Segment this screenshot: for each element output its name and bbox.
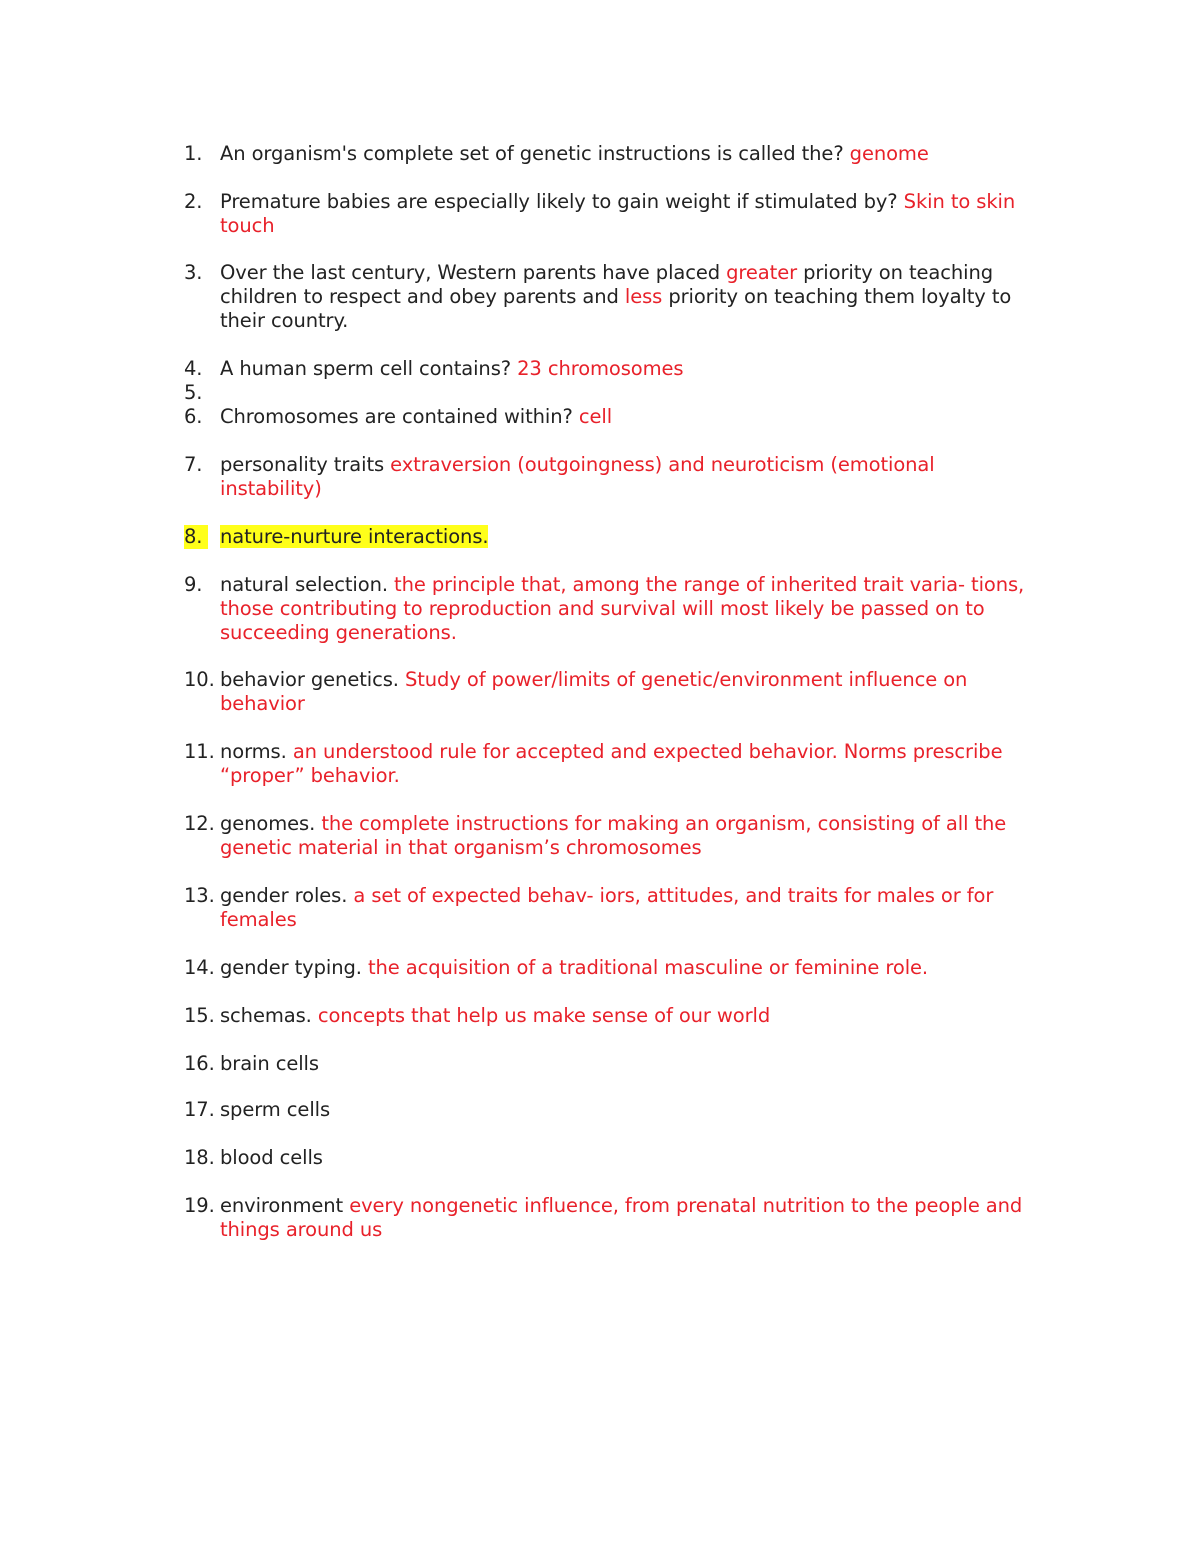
question-text: gender roles. <box>220 884 354 907</box>
question-text: genomes. <box>220 812 322 835</box>
answer-text: concepts that help us make sense of our world <box>317 1004 771 1027</box>
item-number: 8. <box>184 525 208 549</box>
answer-text: the acquisition of a traditional masculine or feminine role. <box>367 956 929 979</box>
question-text: brain cells <box>220 1052 319 1075</box>
question-text: priority on teaching them loyalty to their country. <box>220 285 1012 332</box>
item-number: 17. <box>184 1098 215 1121</box>
item-text <box>220 261 1050 333</box>
question-text: blood cells <box>220 1146 323 1169</box>
question-text: norms. <box>220 740 293 763</box>
item-number: 1. <box>184 142 203 165</box>
answer-text: less <box>624 285 663 308</box>
question-text: A human sperm cell contains? <box>220 357 518 380</box>
item-text <box>220 812 1030 860</box>
item-number: 2. <box>184 190 203 213</box>
answer-text: greater <box>726 261 798 284</box>
item-text <box>220 573 1050 645</box>
item-number: 11. <box>184 740 215 763</box>
item-text <box>220 405 1065 429</box>
item-text <box>220 1146 1065 1170</box>
answer-text: the complete instructions for making an organism, consisting of all the genetic material in that organism’s chromosomes <box>220 812 1007 859</box>
item-number: 4. <box>184 357 203 380</box>
question-text: behavior genetics. <box>220 668 405 691</box>
item-number: 18. <box>184 1146 215 1169</box>
answer-text: an understood rule for accepted and expected behavior. Norms prescribe “proper” behavior. <box>220 740 1003 787</box>
item-number: 7. <box>184 453 203 476</box>
question-text: nature-nurture interactions. <box>220 525 489 548</box>
item-text <box>220 357 1065 381</box>
item-text <box>220 884 1055 932</box>
question-text: sperm cells <box>220 1098 331 1121</box>
item-text <box>220 1052 1065 1076</box>
item-text <box>220 740 1065 788</box>
item-number: 5. <box>184 381 203 404</box>
item-number: 14. <box>184 956 215 979</box>
item-text <box>220 1098 1065 1122</box>
answer-text: every nongenetic influence, from prenatal nutrition to the people and things around us <box>220 1194 1023 1241</box>
question-text: natural selection. <box>220 573 395 596</box>
answer-text: Skin to skin touch <box>220 190 1016 237</box>
item-text <box>220 142 1065 166</box>
answer-text: genome <box>849 142 929 165</box>
question-text: Chromosomes are contained within? <box>220 405 579 428</box>
item-number: 13. <box>184 884 215 907</box>
item-number: 3. <box>184 261 203 284</box>
answer-text: cell <box>578 405 613 428</box>
item-text <box>220 453 1020 501</box>
question-text: Over the last century, Western parents have placed <box>220 261 727 284</box>
question-text: schemas. <box>220 1004 318 1027</box>
answer-text: the principle that, among the range of inherited trait varia- tions, those contributing to reproduction and survival will most likely be passed on to succeeding generations. <box>220 573 1025 644</box>
item-number: 15. <box>184 1004 215 1027</box>
answer-text: Study of power/limits of genetic/environment influence on behavior <box>220 668 968 715</box>
item-text <box>220 956 1065 980</box>
item-number: 16. <box>184 1052 215 1075</box>
question-text: Premature babies are especially likely to gain weight if stimulated by? <box>220 190 904 213</box>
answer-text: 23 chromosomes <box>517 357 684 380</box>
item-text <box>220 1194 1045 1242</box>
item-number: 6. <box>184 405 203 428</box>
item-number: 9. <box>184 573 203 596</box>
answer-text: a set of expected behav- iors, attitudes, and traits for males or for females <box>220 884 994 931</box>
question-text: environment <box>220 1194 350 1217</box>
item-number: 12. <box>184 812 215 835</box>
question-text: personality traits <box>220 453 391 476</box>
item-text <box>220 1004 1065 1028</box>
item-number: 19. <box>184 1194 215 1217</box>
question-text: priority on teaching children to respect and obey parents and <box>220 261 993 308</box>
item-text <box>220 525 1065 549</box>
item-text <box>220 668 1030 716</box>
question-text: An organism's complete set of genetic instructions is called the? <box>220 142 850 165</box>
item-number: 10. <box>184 668 215 691</box>
item-text <box>220 190 1030 238</box>
question-text: gender typing. <box>220 956 368 979</box>
answer-text: extraversion (outgoingness) and neuroticism (emotional instability) <box>220 453 935 500</box>
